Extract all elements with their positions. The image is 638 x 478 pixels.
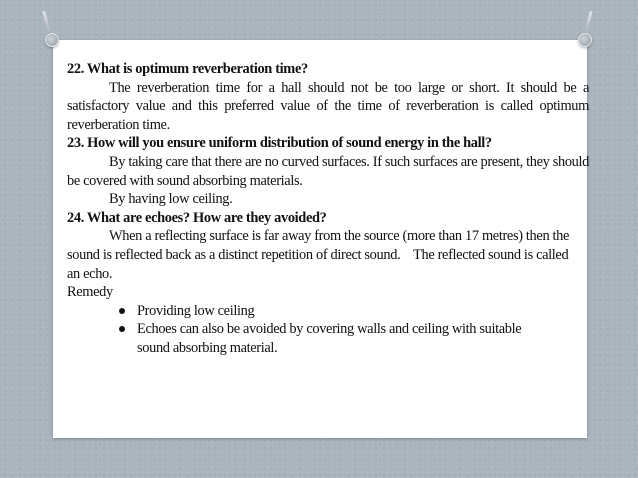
question-22: 22. What is optimum reverberation time?	[67, 61, 308, 77]
bullet-icon	[119, 308, 125, 314]
slide-content	[67, 60, 589, 358]
slide-card	[53, 40, 590, 438]
list-item: Providing low ceiling	[67, 302, 589, 321]
bullet-icon	[119, 326, 125, 332]
answer-24: When a reflecting surface is far away from the source (more than 17 metres) then the sound is reflected back as a distinct repetition of direct sound. The reflected sound is called an echo.	[67, 228, 573, 282]
answer-22: The reverberation time for a hall should not be too large or short. It should be a satisfactory value and this preferred value of the time of reverberation is called optimum reverberation time.	[67, 79, 589, 133]
remedy-label: Remedy	[67, 284, 113, 301]
question-24: 24. What are echoes? How are they avoided?	[67, 209, 327, 226]
pushpin-icon-right	[578, 33, 592, 47]
remedy-list	[67, 302, 589, 358]
question-23: 23. How will you ensure uniform distribution of sound energy in the hall?	[67, 135, 492, 152]
answer-23-part2: By having low ceiling.	[109, 191, 233, 208]
pushpin-icon-left	[45, 33, 59, 47]
answer-23-part1: By taking care that there are no curved surfaces. If such surfaces are present, they should be covered with sound absorbing materials.	[67, 153, 590, 189]
list-item: Echoes can also be avoided by covering walls and ceiling with suitable sound absorbing material.	[67, 320, 547, 357]
